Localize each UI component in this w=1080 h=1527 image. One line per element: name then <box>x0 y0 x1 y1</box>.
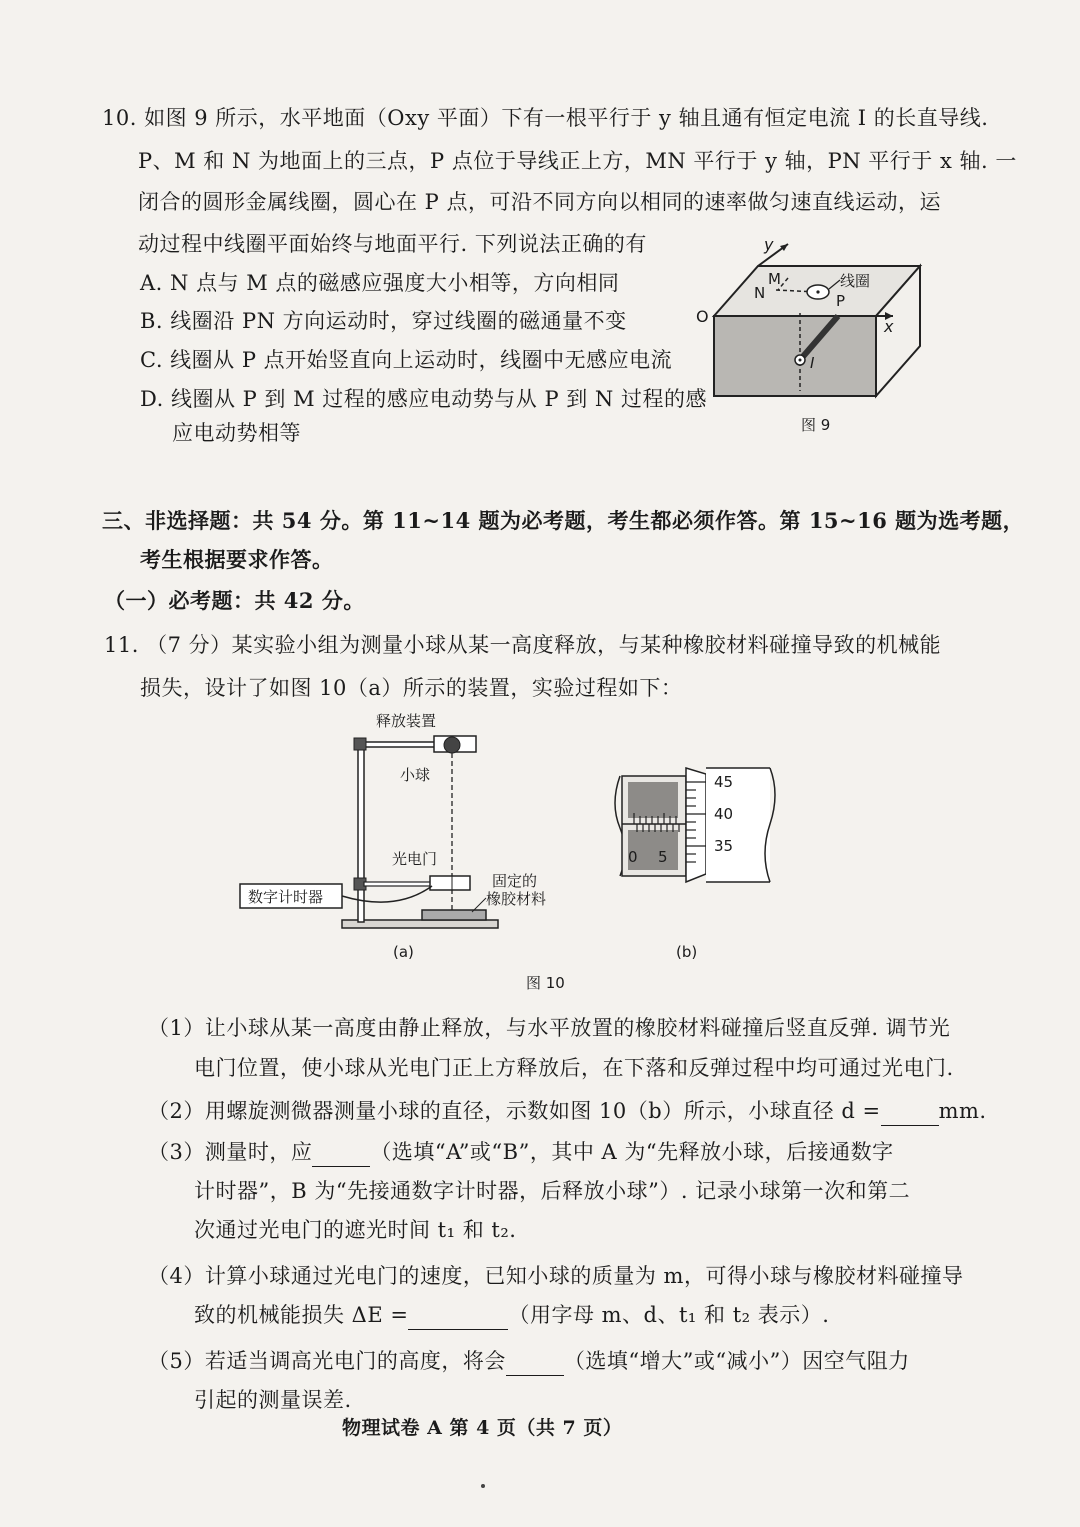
fig9-origin: O <box>696 307 709 326</box>
q10-option-d: D. 线圈从 P 到 M 过程的感应电动势与从 P 到 N 过程的感 <box>140 387 707 411</box>
fig9-point-m: M <box>768 270 781 288</box>
q11-step-1-cont: 电门位置，使小球从光电门正上方释放后，在下落和反弹过程中均可通过光电门. <box>194 1056 954 1080</box>
fig10a-timer-label: 数字计时器 <box>248 888 324 906</box>
q11-step-1: （1）让小球从某一高度由静止释放，与水平放置的橡胶材料碰撞后竖直反弹. 调节光 <box>148 1016 951 1040</box>
q11-step-3-cont: 计时器”，B 为“先接通数字计时器，后释放小球”）. 记录小球第一次和第二 <box>194 1179 911 1203</box>
fig10a-gate-label: 光电门 <box>392 850 438 868</box>
q10-option-a: A. N 点与 M 点的磁感应强度大小相等，方向相同 <box>140 271 620 295</box>
fig10b-scale-35: 35 <box>714 837 734 855</box>
page-footer: 物理试卷 A 第 4 页（共 7 页） <box>342 1417 623 1439</box>
figure-10a-apparatus <box>236 712 547 942</box>
fig10b-scale-45: 45 <box>714 773 734 791</box>
figure-10b-sublabel: (b) <box>676 943 698 961</box>
fig9-point-n: N <box>754 284 766 302</box>
fig10b-scale-0: 0 <box>628 848 638 866</box>
q10-line-3: 闭合的圆形金属线圈，圆心在 P 点，可沿不同方向以相同的速率做匀速直线运动，运 <box>138 190 941 214</box>
q10-line-2: P、M 和 N 为地面上的三点，P 点位于导线正上方，MN 平行于 y 轴，PN 平行于 x 轴. 一 <box>138 149 1017 173</box>
fig10a-rubber-label-2: 橡胶材料 <box>486 890 547 908</box>
fig9-axis-y: y <box>764 235 774 254</box>
q11-step-4-text-2: （用字母 m、d、t₁ 和 t₂ 表示）. <box>508 1303 830 1327</box>
figure-10-caption: 图 10 <box>526 974 565 992</box>
q11-step-5-cont: 引起的测量误差. <box>194 1388 352 1412</box>
fig9-current-label: I <box>810 354 815 372</box>
q11-step-2-text: （2）用螺旋测微器测量小球的直径，示数如图 10（b）所示，小球直径 d = <box>148 1099 881 1123</box>
figure-9-diagram <box>688 236 948 416</box>
energy-loss-answer-blank[interactable] <box>408 1307 508 1330</box>
fig10a-release-label: 释放装置 <box>376 712 437 730</box>
q11-step-5-text-2: （选填“增大”或“减小”）因空气阻力 <box>563 1349 910 1373</box>
q10-line-4: 动过程中线圈平面始终与地面平行. 下列说法正确的有 <box>138 232 647 256</box>
fig10b-scale-40: 40 <box>714 805 734 823</box>
q11-line-1: 11. （7 分）某实验小组为测量小球从某一高度释放，与某种橡胶材料碰撞导致的机械能 <box>104 633 942 657</box>
figure-10b-micrometer <box>606 764 796 894</box>
fig9-axis-x: x <box>884 317 894 336</box>
q11-step-3-text: （3）测量时，应 <box>148 1140 313 1164</box>
q11-step-3 <box>148 1137 894 1167</box>
q11-step-3-text-2: （选填“A”或“B”，其中 A 为“先释放小球，后接通数字 <box>370 1140 894 1164</box>
section-3-heading-cont: 考生根据要求作答。 <box>140 547 334 572</box>
fig9-coil-label: 线圈 <box>840 272 871 290</box>
fig10a-ball-label: 小球 <box>400 766 431 784</box>
figure-9-caption: 图 9 <box>801 416 831 434</box>
q11-step-4: （4）计算小球通过光电门的速度，已知小球的质量为 m，可得小球与橡胶材料碰撞导 <box>148 1264 964 1288</box>
q11-step-4-cont <box>194 1300 829 1330</box>
fig10a-rubber-label-1: 固定的 <box>492 872 538 890</box>
q10-option-c: C. 线圈从 P 点开始竖直向上运动时，线圈中无感应电流 <box>140 348 673 372</box>
q10-option-b: B. 线圈沿 PN 方向运动时，穿过线圈的磁通量不变 <box>140 309 627 333</box>
q11-line-2: 损失，设计了如图 10（a）所示的装置，实验过程如下： <box>140 676 683 700</box>
q11-step-3-cont-2: 次通过光电门的遮光时间 t₁ 和 t₂. <box>194 1218 517 1242</box>
q11-step-2-unit: mm. <box>938 1099 987 1123</box>
q11-step-5-text: （5）若适当调高光电门的高度，将会 <box>148 1349 506 1373</box>
section-3-heading: 三、非选择题：共 54 分。第 11~14 题为必考题，考生都必须作答。第 15~16 题为选考题， <box>102 508 1025 533</box>
figure-10a-sublabel: (a) <box>393 943 414 961</box>
stray-mark <box>481 1484 485 1488</box>
fig10b-scale-5: 5 <box>658 848 668 866</box>
error-answer-blank[interactable] <box>506 1353 564 1376</box>
q11-step-5 <box>148 1346 910 1376</box>
q10-line-1: 10. 如图 9 所示，水平地面（Oxy 平面）下有一根平行于 y 轴且通有恒定电流 I 的长直导线. <box>102 106 989 130</box>
diameter-answer-blank[interactable] <box>881 1103 939 1126</box>
order-answer-blank[interactable] <box>312 1144 370 1167</box>
q11-step-4-text: 致的机械能损失 ΔE = <box>194 1303 409 1327</box>
q10-option-d-cont: 应电动势相等 <box>172 421 301 445</box>
q11-step-2 <box>148 1096 987 1126</box>
fig9-point-p: P <box>836 292 846 310</box>
part-1-heading: （一）必考题：共 42 分。 <box>104 588 365 613</box>
